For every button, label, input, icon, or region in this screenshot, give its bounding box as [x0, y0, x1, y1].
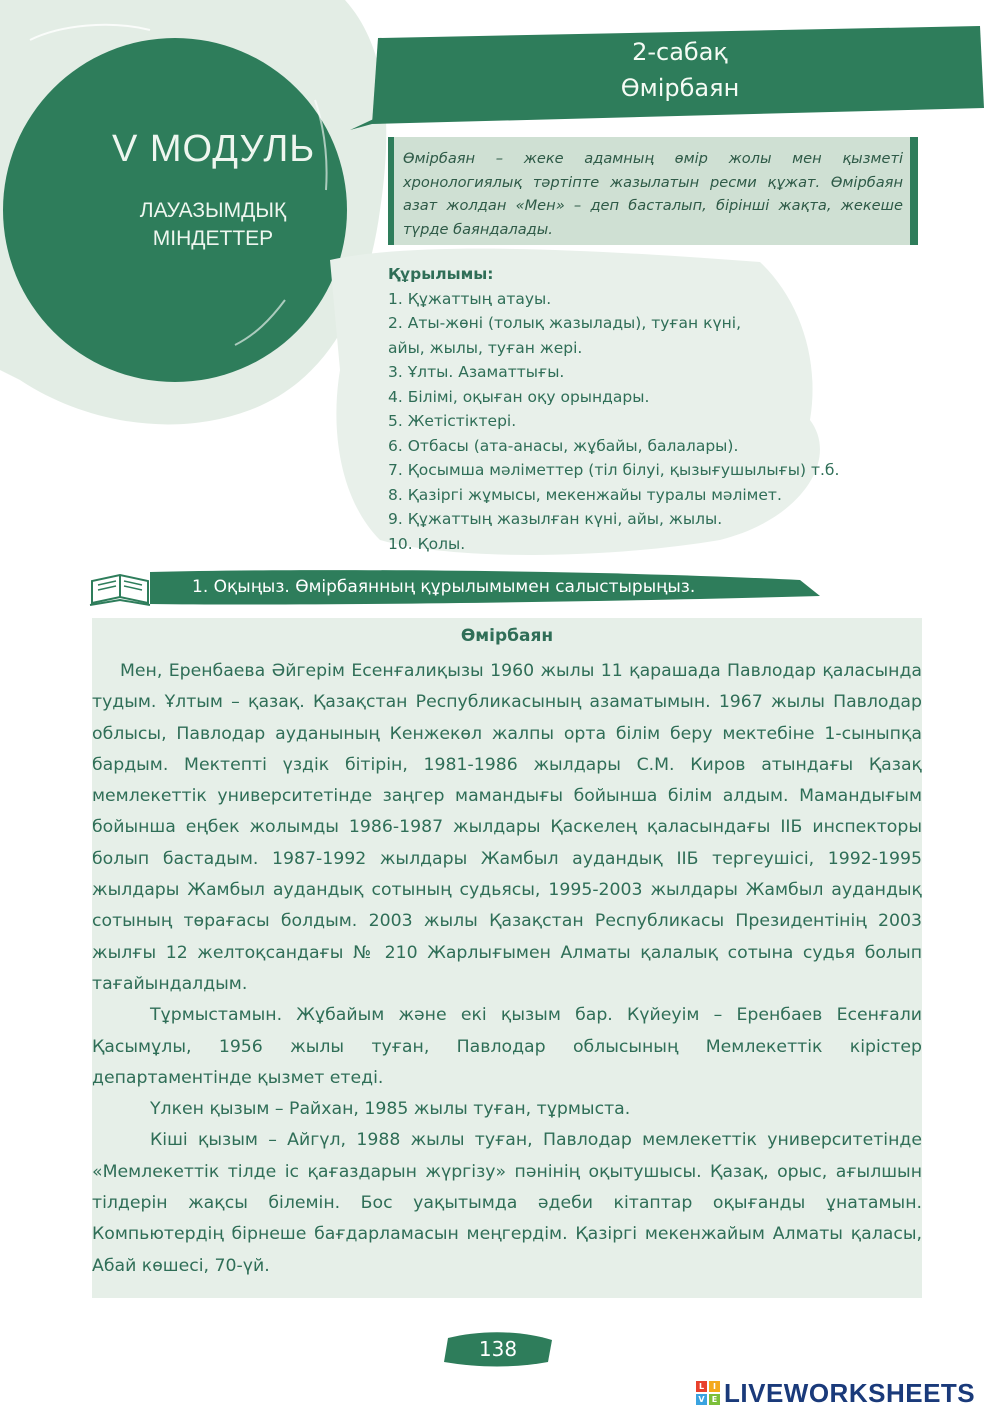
structure-item: 9. Құжаттың жазылған күні, айы, жылы. — [388, 510, 723, 528]
book-icon — [90, 575, 150, 605]
biography-paragraph: Үлкен қызым – Райхан, 1985 жылы туған, тұрмыста. — [150, 1099, 631, 1120]
biography-paragraph: Кіші қызым – Айгүл, 1988 жылы туған, Павлодар мемлекеттік университетінде «Мемлекеттік тілде іс қағаздарын жүргізу» пәнінің оқытушысы. Қазақ, орыс, ағылшын тілдерін жақсы білемін. Бос уақытымда әдеби кітаптар оқығанды ұнатамын. Компьютердің бірнеше бағдарламасын меңгердім. Қазіргі мекенжайым Алматы қаласы, Абай көшесі, 70-үй. — [92, 1130, 922, 1276]
structure-item: 4. Білімі, оқыған оқу орындары. — [388, 387, 650, 406]
logo-block: L — [696, 1381, 707, 1392]
task-label: 1. Оқыңыз. Өмірбаянның құрылымымен салыстырыңыз. — [192, 577, 696, 597]
biography-title: Өмірбаян — [460, 626, 554, 646]
lesson-heading — [520, 34, 840, 106]
structure-item: 3. Ұлты. Азаматтығы. — [388, 363, 565, 381]
biography-text — [92, 656, 922, 1282]
page-number: 138 — [478, 1337, 518, 1361]
structure-item: айы, жылы, туған жері. — [388, 338, 583, 357]
liveworksheets-text: LIVEWORKSHEETS — [724, 1377, 976, 1408]
structure-item: 5. Жетістіктері. — [388, 412, 517, 430]
module-subtitle-line1: ЛАУАЗЫМДЫҚ — [139, 199, 287, 222]
structure-item: 8. Қазіргі жұмысы, мекенжайы туралы мәлімет. — [388, 485, 782, 504]
logo-block: V — [696, 1394, 707, 1405]
logo-block: I — [709, 1381, 720, 1392]
structure-list — [388, 262, 948, 556]
structure-item: 2. Аты-жөні (толық жазылады), туған күні, — [388, 314, 742, 332]
structure-item: 10. Қолы. — [388, 534, 466, 553]
biography-paragraph: Тұрмыстамын. Жұбайым және екі қызым бар. Күйеуім – Еренбаев Есенғали Қасымұлы, 1956 жылы туған, Павлодар облысының Мемлекеттік кірістер департаментінде қызмет етеді. — [92, 1005, 922, 1088]
module-subtitle — [98, 197, 328, 253]
liveworksheets-blocks — [696, 1381, 720, 1405]
structure-item: 7. Қосымша мәліметтер (тіл білуі, қызығушылығы) т.б. — [388, 461, 840, 479]
liveworksheets-logo[interactable] — [696, 1376, 975, 1410]
lesson-number: 2-сабақ — [632, 38, 728, 66]
lesson-title: Өмірбаян — [620, 74, 740, 102]
definition-text: Өмірбаян – жеке адамның өмір жолы мен қызметі хронологиялық тәртіпте жазылатын ресми құжат. Өмірбаян азат жолдан «Мен» – деп басталып, бірінші жақта, жекеше түрде баяндалады. — [403, 150, 903, 238]
module-subtitle-line2: МІНДЕТТЕР — [152, 227, 274, 250]
structure-item: 6. Отбасы (ата-анасы, жұбайы, балалары). — [388, 436, 739, 455]
logo-block: E — [709, 1394, 720, 1405]
structure-heading: Құрылымы: — [388, 265, 494, 283]
structure-item: 1. Құжаттың атауы. — [388, 289, 552, 308]
module-title: V МОДУЛЬ — [112, 128, 316, 170]
biography-paragraph: Мен, Еренбаева Әйгерім Есенғалиқызы 1960 жылы 11 қарашада Павлодар қаласында тудым. Ұлтым – қазақ. Қазақстан Республикасының азаматымын. 1967 жылы Павлодар облысы, Павлодар ауданының Кенжекөл жалпы орта білім беру мектебіне 1-сыныпқа бардым. Мектепті үздік бітірін, 1981-1986 жылдары С.М. Киров атындағы Қазақ мемлекеттік университетінде заңгер мамандығы бойынша білім алдым. Мамандығым бойынша еңбек жолымды 1986-1987 жылдары Қаскелең қаласындағы ІІБ инспекторы болып бастадым. 1987-1992 жылдары Жамбыл аудандық ІІБ тергеушісі, 1992-1995 жылдары Жамбыл аудандық сотының судьясы, 1995-2003 жылдары Жамбыл аудандық сотының төрағасы болдым. 2003 жылы Қазақстан Республикасы Президентінің 2003 жылғы 12 желтоқсандағы № 210 Жарлығымен Алматы қалалық сотына судья болып тағайындалдым. — [92, 661, 922, 994]
